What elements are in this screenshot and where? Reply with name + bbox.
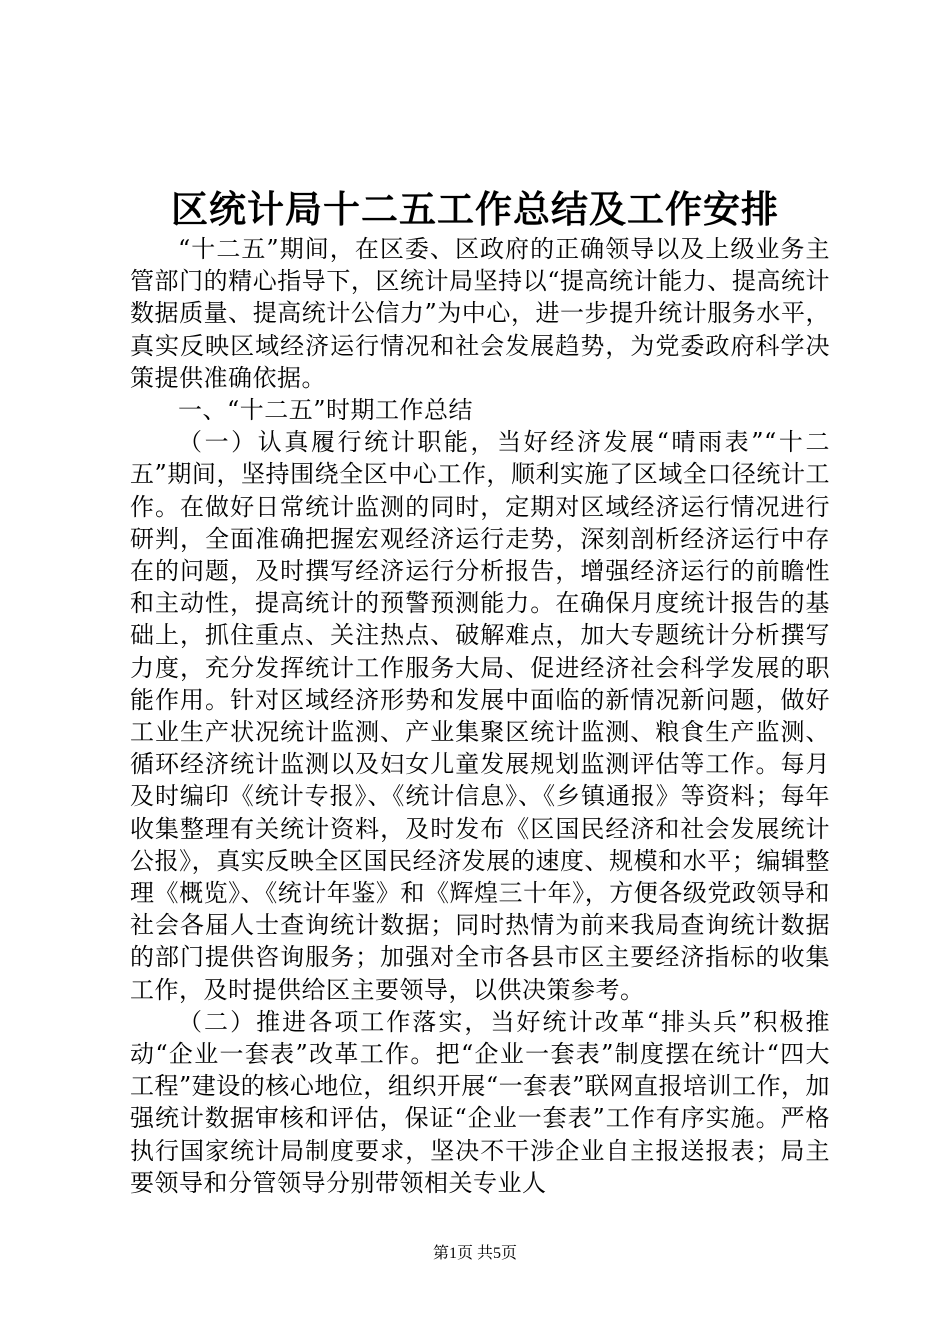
- paragraph-section-2: （二）推进各项工作落实，当好统计改革“排头兵”积极推动“企业一套表”改革工作。把“企业一套表”制度摆在统计“四大工程”建设的核心地位，组织开展“一套表”联网直报培训工作，加强统计数据审核和评估，保证“企业一套表”工作有序实施。严格执行国家统计局制度要求，坚决不干涉企业自主报送报表；局主要领导和分管领导分别带领相关专业人: [130, 1007, 830, 1197]
- paragraph-section-1: （一）认真履行统计职能，当好经济发展“晴雨表”“十二五”期间，坚持围绕全区中心工作，顺利实施了区域全口径统计工作。在做好日常统计监测的同时，定期对区域经济运行情况进行研判，全面准确把握宏观经济运行走势，深刻剖析经济运行中存在的问题，及时撰写经济运行分析报告，增强经济运行的前瞻性和主动性，提高统计的预警预测能力。在确保月度统计报告的基础上，抓住重点、关注热点、破解难点，加大专题统计分析撰写力度，充分发挥统计工作服务大局、促进经济社会科学发展的职能作用。针对区域经济形势和发展中面临的新情况新问题，做好工业生产状况统计监测、产业集聚区统计监测、粮食生产监测、循环经济统计监测以及妇女儿童发展规划监测评估等工作。每月及时编印《统计专报》、《统计信息》、《乡镇通报》等资料；每年收集整理有关统计资料，及时发布《区国民经济和社会发展统计公报》，真实反映全区国民经济发展的速度、规模和水平；编辑整理《概览》、《统计年鉴》和《辉煌三十年》，方便各级党政领导和社会各届人士查询统计数据；同时热情为前来我局查询统计数据的部门提供咨询服务；加强对全市各县市区主要经济指标的收集工作，及时提供给区主要领导，以供决策参考。: [130, 428, 830, 1004]
- page-footer: 第1页 共5页: [432, 1245, 517, 1262]
- section-heading: 一、“十二五”时期工作总结: [178, 396, 474, 425]
- document-title: 区统计局十二五工作总结及工作安排: [171, 187, 779, 231]
- paragraph-intro: “十二五”期间，在区委、区政府的正确领导以及上级业务主管部门的精心指导下，区统计局坚持以“提高统计能力、提高统计数据质量、提高统计公信力”为中心，进一步提升统计服务水平，真实反映区域经济运行情况和社会发展趋势，为党委政府科学决策提供准确依据。: [130, 235, 830, 392]
- document-body: [130, 233, 830, 1199]
